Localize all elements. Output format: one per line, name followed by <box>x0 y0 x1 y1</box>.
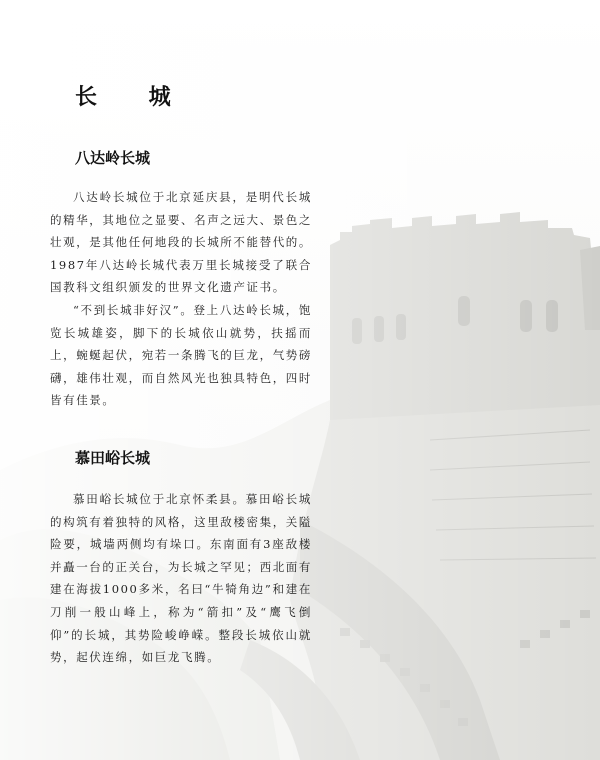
section-body-badaling <box>50 186 312 412</box>
section-body-mutianyu <box>50 488 312 669</box>
section-heading-mutianyu: 慕田峪长城 <box>75 449 151 467</box>
paragraph: “不到长城非好汉”。登上八达岭长城，饱览长城雄姿，脚下的长城依山就势，扶摇而上，蜿蜒起伏，宛若一条腾飞的巨龙，气势磅礴，雄伟壮观，而自然风光也独具特色，四时皆有佳景。 <box>50 302 312 408</box>
paragraph: 慕田峪长城位于北京怀柔县。慕田峪长城的构筑有着独特的风格，这里敌楼密集，关隘险要，城墙两侧均有垛口。东南面有3座敌楼并矗一台的正关台，为长城之罕见；西北面有建在海拔1000多米，名曰“牛犄角边”和建在刀削一般山峰上，称为“箭扣”及“鹰飞倒仰”的长城，其势险峻峥嵘。整段长城依山就势，起伏连绵，如巨龙飞腾。 <box>50 492 312 665</box>
page-title: 长 城 <box>75 84 193 110</box>
paragraph: 八达岭长城位于北京延庆县，是明代长城的精华，其地位之显要、名声之远大、景色之壮观，是其他任何地段的长城所不能替代的。1987年八达岭长城代表万里长城接受了联合国教科文组织颁发的世界文化遗产证书。 <box>50 190 312 295</box>
section-heading-badaling: 八达岭长城 <box>75 149 151 167</box>
